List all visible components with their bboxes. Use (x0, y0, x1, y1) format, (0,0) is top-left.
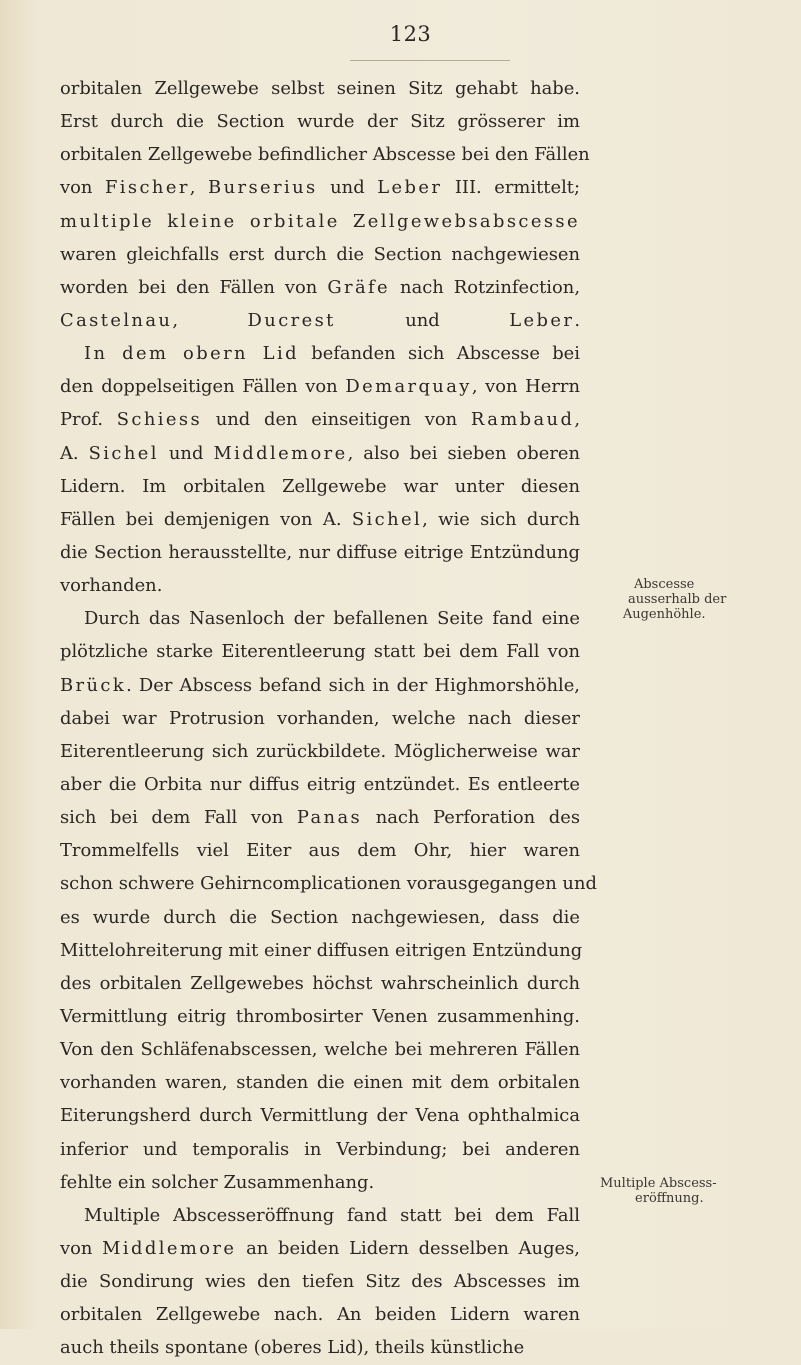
text-line (60, 602, 580, 635)
spaced-name: Gräfe (327, 276, 391, 298)
margin-note-abscesse (602, 577, 726, 622)
text-line (60, 470, 580, 503)
text-run: waren gleichfalls erst durch die Section nachgewiesen (60, 243, 580, 265)
text-run: , also bei sieben oberen (347, 442, 580, 464)
spaced-name: Castelnau (60, 309, 173, 331)
text-run: , (574, 409, 581, 431)
text-run: inferior und temporalis in Verbindung; bei anderen (60, 1138, 580, 1160)
text-run: Vermittlung eitrig thrombosirter Venen zusammenhing. (60, 1005, 580, 1027)
spaced-name: Middlemore (102, 1237, 237, 1259)
text-run: Durch das Nasenloch der befallenen Seite fand eine (84, 608, 580, 630)
text-run: von (60, 1237, 103, 1259)
spaced-name: Leber (377, 177, 443, 199)
text-line (60, 934, 583, 967)
spaced-name: Leber (509, 309, 575, 331)
text-line (60, 768, 580, 801)
margin-note-line: ausserhalb der (628, 592, 727, 607)
text-run: . Der Abscess befand sich in der Highmorshöhle, (126, 674, 580, 696)
spaced-name: Sichel (351, 508, 423, 530)
text-run: fehlte ein solcher Zusammenhang. (60, 1171, 375, 1193)
spaced-name: Schiess (116, 409, 203, 431)
text-line (60, 669, 580, 702)
text-line (60, 967, 580, 1000)
text-run: orbitalen Zellgewebe selbst seinen Sitz gehabt habe. (60, 78, 580, 99)
spaced-name: Rambaud (470, 409, 575, 431)
text-run: Fällen bei demjenigen von A. (60, 508, 352, 530)
text-run: III. ermittelt; (442, 177, 581, 199)
text-run: , von Herrn (471, 376, 580, 398)
text-run: befanden sich Abscesse bei (298, 343, 580, 365)
text-line (60, 635, 580, 668)
text-run: Multiple Abscesseröffnung fand statt bei dem Fall (84, 1204, 580, 1226)
text-run: es wurde durch die Section nachgewiesen, dass die (60, 906, 580, 928)
text-line (60, 867, 597, 900)
text-line (60, 337, 580, 370)
text-line (60, 1099, 580, 1132)
text-run: Erst durch die Section wurde der Sitz grösserer im (60, 111, 580, 133)
text-run: und (317, 177, 378, 199)
text-line (60, 735, 580, 768)
text-run: Lidern. Im orbitalen Zellgewebe war unter diesen (60, 475, 580, 497)
text-run: . (574, 309, 580, 331)
margin-note-multiple-abscess (600, 1176, 717, 1206)
text-run: Mittelohreiterung mit einer diffusen eitrigen Entzündung (60, 939, 583, 961)
text-run: den doppelseitigen Fällen von (60, 376, 346, 398)
header-rule (350, 60, 510, 61)
text-line (60, 1199, 580, 1232)
text-line (60, 1331, 580, 1364)
text-run: vorhanden. (60, 575, 163, 597)
spaced-name: Ducrest (247, 309, 336, 331)
text-line (60, 1066, 580, 1099)
text-line (60, 834, 580, 867)
spaced-name: Middlemore (213, 442, 348, 464)
text-run: worden bei den Fällen von (60, 276, 328, 298)
text-run: von (60, 177, 105, 199)
text-line (60, 1000, 580, 1033)
page-number: 123 (389, 22, 432, 46)
text-run: orbitalen Zellgewebe befindlicher Abscesse bei den Fällen (60, 144, 590, 166)
text-line (60, 1232, 580, 1265)
spaced-name: Burserius (208, 177, 318, 199)
spaced-name: In dem obern Lid (84, 343, 299, 365)
text-run: und den einseitigen von (202, 409, 471, 431)
text-line (60, 536, 580, 569)
margin-note-line: Augenhöhle. (622, 607, 706, 622)
text-line (60, 1298, 580, 1331)
text-line (60, 138, 590, 171)
text-line (60, 1033, 580, 1066)
text-run: die Sondirung wies den tiefen Sitz des Abscesses im (60, 1271, 580, 1293)
spaced-name: Brück (60, 674, 127, 696)
text-line (60, 702, 580, 735)
text-run: plötzliche starke Eiterentleerung statt bei dem Fall von (60, 641, 580, 663)
text-run: vorhanden waren, standen die einen mit dem orbitalen (60, 1072, 580, 1094)
text-run: Eiterentleerung sich zurückbildete. Möglicherweise war (60, 740, 580, 762)
text-run: , wie sich durch (422, 508, 580, 530)
spaced-name: Demarquay (345, 376, 472, 398)
text-run: Von den Schläfenabscessen, welche bei mehreren Fällen (60, 1039, 580, 1061)
text-run: an beiden Lidern desselben Auges, (236, 1237, 580, 1259)
text-line (60, 801, 580, 834)
text-run: schon schwere Gehirncomplicationen vorausgegangen und (60, 873, 597, 895)
text-run: orbitalen Zellgewebe nach. An beiden Lidern waren (60, 1304, 580, 1326)
text-line (60, 105, 580, 138)
text-line (60, 205, 580, 238)
text-run: auch theils spontane (oberes Lid), theils künstliche (60, 1337, 525, 1359)
text-line (60, 238, 580, 271)
text-line (60, 1133, 580, 1166)
margin-note-line: Abscesse (633, 577, 695, 592)
text-run: des orbitalen Zellgewebes höchst wahrscheinlich durch (60, 972, 580, 994)
spaced-name: Panas (296, 807, 363, 829)
text-run: , (189, 177, 209, 199)
text-line (60, 271, 580, 304)
text-run: Trommelfells viel Eiter aus dem Ohr, hier waren (60, 840, 580, 862)
text-run: nach Perforation des (362, 807, 580, 829)
spaced-name: Fischer (104, 177, 190, 199)
text-line (60, 72, 580, 105)
text-run: , (172, 309, 248, 331)
text-run: dabei war Protrusion vorhanden, welche nach dieser (60, 707, 580, 729)
text-run: Prof. (60, 409, 117, 431)
text-run: Eiterungsherd durch Vermittlung der Vena ophthalmica (60, 1105, 580, 1127)
text-line (60, 901, 580, 934)
text-run: aber die Orbita nur diffus eitrig entzündet. Es entleerte (60, 773, 580, 795)
text-line (60, 503, 580, 536)
margin-note-line: Multiple Abscess- (600, 1176, 717, 1191)
text-line (60, 437, 580, 470)
text-run: die Section herausstellte, nur diffuse eitrige Entzündung (60, 541, 580, 563)
text-run: und (335, 309, 510, 331)
text-line (60, 1265, 580, 1298)
text-line (60, 370, 580, 403)
text-run: und (158, 442, 214, 464)
spaced-name: Sichel (88, 442, 159, 464)
text-run: sich bei dem Fall von (60, 807, 297, 829)
text-line (60, 171, 580, 204)
text-line (60, 1166, 580, 1199)
text-line (60, 403, 580, 436)
text-run: nach Rotzinfection, (390, 276, 581, 298)
spaced-name: multiple kleine orbitale Zellgewebsabscesse (60, 210, 580, 232)
body-text (60, 72, 597, 1364)
text-run: A. (60, 442, 89, 464)
text-line (60, 304, 580, 337)
text-line (60, 569, 580, 602)
margin-note-line: eröffnung. (635, 1191, 704, 1206)
